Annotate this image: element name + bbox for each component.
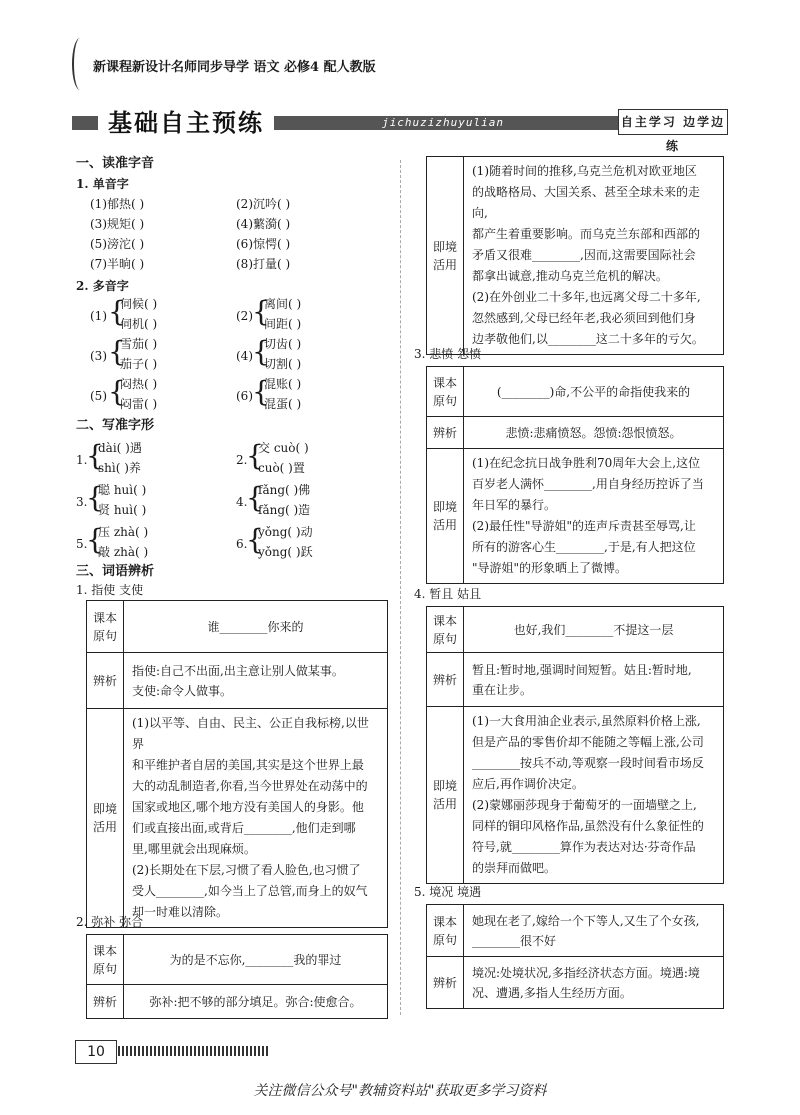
brace: { xyxy=(108,335,126,368)
multi-num: (1) xyxy=(90,309,107,323)
column-divider xyxy=(400,160,401,1015)
label-source: 课本原句 xyxy=(427,607,464,653)
section-banner xyxy=(72,108,728,153)
multi-item: 伺候( ) xyxy=(120,297,158,311)
single-item: (6)惊愕( ) xyxy=(236,237,291,251)
usage-line: (2)最任性"导游姐"的连声斥责甚至辱骂,让 xyxy=(472,519,696,533)
usage-line: 应后,再作调价决定。 xyxy=(472,777,584,791)
usage-line: 都产生着重要影响。而乌克兰东部和西部的 xyxy=(472,227,701,241)
label-usage: 即境活用 xyxy=(427,157,464,355)
brace: { xyxy=(86,481,104,514)
analysis-line: 支使:命令人做事。 xyxy=(132,683,233,698)
word-pair-title: 4. 暂且 姑且 xyxy=(414,587,482,601)
label-analysis: 辨析 xyxy=(427,653,464,707)
analysis-cell: 悲愤:悲痛愤怒。怨愤:怨恨愤怒。 xyxy=(464,417,724,449)
word-table-3 xyxy=(426,366,724,584)
word-pair-title: 1. 指使 支使 xyxy=(76,583,144,597)
single-item: (5)滂沱( ) xyxy=(90,237,145,251)
usage-line: 符号,就________算作为表达对达·芬奇作品 xyxy=(472,840,696,854)
usage-cell xyxy=(464,157,724,355)
usage-line: 大的动乱制造者,你看,当今世界处在动荡中的 xyxy=(132,779,368,793)
analysis-line: 指使:自己不出面,出主意让别人做某事。 xyxy=(132,663,344,678)
brace: { xyxy=(86,523,104,556)
label-usage: 即境活用 xyxy=(427,449,464,584)
glyph-item: fǎng( )造 xyxy=(258,503,311,517)
usage-line: 同样的铜印风格作品,虽然没有什么象征性的 xyxy=(472,819,704,833)
word-pair-title: 2. 弥补 弥合 xyxy=(76,915,144,929)
analysis-line: 况、遭遇,多指人生经历方面。 xyxy=(472,985,632,1000)
label-source: 课本原句 xyxy=(427,905,464,957)
glyph-num: 5. xyxy=(76,537,88,551)
glyph-item: yǒng( )跃 xyxy=(258,545,313,559)
glyph-item: 聪 huì( ) xyxy=(98,483,147,497)
glyph-item: 贤 huì( ) xyxy=(98,503,147,517)
usage-line: 里,哪里就会出现麻烦。 xyxy=(132,842,256,856)
analysis-cell xyxy=(464,957,724,1009)
analysis-line: 重在让步。 xyxy=(472,682,533,697)
single-item: (8)打量( ) xyxy=(236,257,291,271)
multi-item: 茄子( ) xyxy=(120,357,158,371)
brace: { xyxy=(246,439,264,472)
label-usage: 即境活用 xyxy=(87,709,124,928)
multi-item: 伺机( ) xyxy=(120,317,158,331)
multi-item: 离间( ) xyxy=(264,297,302,311)
word-table-2 xyxy=(86,934,388,1019)
glyph-num: 4. xyxy=(236,495,248,509)
usage-cell xyxy=(464,707,724,884)
label-analysis: 辨析 xyxy=(87,653,124,709)
usage-line: 都拿出诚意,推动乌克兰危机的解决。 xyxy=(472,269,668,283)
word-table-1 xyxy=(86,600,388,928)
single-item: (4)蘩漪( ) xyxy=(236,217,291,231)
single-item: (1)郁热( ) xyxy=(90,197,145,211)
usage-line: (2)蒙娜丽莎现身于葡萄牙的一面墙壁之上, xyxy=(472,798,697,812)
glyph-num: 3. xyxy=(76,495,88,509)
usage-line: 国家或地区,哪个地方没有美国人的身影。他 xyxy=(132,800,364,814)
brace: { xyxy=(246,481,264,514)
glyph-num: 2. xyxy=(236,453,248,467)
source-sentence: (________)命,不公平的命指使我来的 xyxy=(464,367,724,417)
usage-cell xyxy=(464,449,724,584)
source-sentence: 也好,我们________不提这一层 xyxy=(464,607,724,653)
usage-line: 却一时难以清除。 xyxy=(132,905,229,919)
section2-title: 二、写准字形 xyxy=(76,418,155,433)
single-item: (2)沉吟( ) xyxy=(236,197,291,211)
label-source: 课本原句 xyxy=(87,601,124,653)
source-sentence: 为的是不忘你,________我的罪过 xyxy=(124,935,388,985)
analysis-line: 境况:处境状况,多指经济状态方面。境遇:境 xyxy=(472,965,700,980)
usage-line: 但是产品的零售价却不能随之等幅上涨,公司 xyxy=(472,735,704,749)
label-source: 课本原句 xyxy=(87,935,124,985)
multi-title: 2. 多音字 xyxy=(76,279,129,293)
multi-item: 雪茄( ) xyxy=(120,337,158,351)
usage-line: 的崇拜而做吧。 xyxy=(472,861,557,875)
multi-item: 闷热( ) xyxy=(120,377,158,391)
multi-num: (2) xyxy=(236,309,253,323)
label-analysis: 辨析 xyxy=(427,957,464,1009)
usage-line: 矛盾又很难________,因而,这需要国际社会 xyxy=(472,248,696,262)
multi-item: 切割( ) xyxy=(264,357,302,371)
label-analysis: 辨析 xyxy=(87,985,124,1019)
usage-line: 所有的游客心生________,于是,有人把这位 xyxy=(472,540,696,554)
multi-item: 切齿( ) xyxy=(264,337,302,351)
multi-num: (5) xyxy=(90,389,107,403)
glyph-item: fǎng( )佛 xyxy=(258,483,311,497)
source-sentence: 谁________你来的 xyxy=(124,601,388,653)
usage-line: 边孝敬他们,以________这二十多年的亏欠。 xyxy=(472,332,704,346)
banner-tagline: 自主学习 边学边练 xyxy=(618,109,728,135)
source-cell xyxy=(464,905,724,957)
single-item: (3)规矩( ) xyxy=(90,217,145,231)
multi-num: (3) xyxy=(90,349,107,363)
word-table-2-usage xyxy=(426,156,724,355)
usage-line: 们或直接出面,或背后________,他们走到哪 xyxy=(132,821,356,835)
brace: { xyxy=(108,295,126,328)
single-item: (7)半晌( ) xyxy=(90,257,145,271)
brace: { xyxy=(252,335,270,368)
multi-item: 间距( ) xyxy=(264,317,302,331)
label-usage: 即境活用 xyxy=(427,707,464,884)
usage-line: (1)在纪念抗日战争胜利70周年大会上,这位 xyxy=(472,456,701,470)
glyph-item: dài( )遇 xyxy=(98,441,142,455)
glyph-item: yǒng( )动 xyxy=(258,525,313,539)
single-title: 1. 单音字 xyxy=(76,177,129,191)
header-title: 新课程新设计名师同步导学 语文 必修4 配人教版 xyxy=(93,60,376,75)
word-table-5 xyxy=(426,904,724,1009)
multi-num: (4) xyxy=(236,349,253,363)
usage-cell xyxy=(124,709,388,928)
source-line: 她现在老了,嫁给一个下等人,又生了个女孩, xyxy=(472,913,700,928)
usage-line: (2)在外创业二十多年,也远离父母二十多年, xyxy=(472,290,701,304)
usage-line: 受人________,如今当上了总管,而身上的奴气 xyxy=(132,884,368,898)
footer-note: 关注微信公众号"教辅资料站"获取更多学习资料 xyxy=(253,1083,547,1099)
page-number: 10 xyxy=(75,1040,117,1064)
section3-title: 三、词语辨析 xyxy=(76,564,155,579)
multi-item: 混蛋( ) xyxy=(264,397,302,411)
usage-line: (1)以平等、自由、民主、公正自我标榜,以世界 xyxy=(132,716,369,751)
usage-line: "导游姐"的形象晒上了微博。 xyxy=(472,561,628,575)
banner-pinyin: jichuzizhuyulian xyxy=(382,116,504,129)
glyph-num: 6. xyxy=(236,537,248,551)
glyph-item: 敲 zhà( ) xyxy=(98,545,149,559)
brace: { xyxy=(252,295,270,328)
brace: { xyxy=(246,523,264,556)
multi-num: (6) xyxy=(236,389,253,403)
footer-decoration xyxy=(118,1046,268,1056)
usage-line: 年日军的暴行。 xyxy=(472,498,557,512)
label-source: 课本原句 xyxy=(427,367,464,417)
analysis-cell xyxy=(464,653,724,707)
usage-line: 的战略格局、大国关系、甚至全球未来的走向, xyxy=(472,185,701,220)
multi-item: 闷雷( ) xyxy=(120,397,158,411)
usage-line: 百岁老人满怀________,用自身经历控诉了当 xyxy=(472,477,704,491)
source-line: ________很不好 xyxy=(472,933,557,948)
brace: { xyxy=(252,375,270,408)
usage-line: (1)随着时间的推移,乌克兰危机对欧亚地区 xyxy=(472,164,697,178)
word-pair-title: 5. 境况 境遇 xyxy=(414,885,482,899)
word-table-4 xyxy=(426,606,724,884)
glyph-item: 交 cuò( ) xyxy=(258,441,309,455)
usage-line: (2)长期处在下层,习惯了看人脸色,也习惯了 xyxy=(132,863,361,877)
glyph-num: 1. xyxy=(76,453,88,467)
usage-line: 忽然感到,父母已经年老,我必须回到他们身 xyxy=(472,311,696,325)
glyph-item: 压 zhà( ) xyxy=(98,525,149,539)
brace: { xyxy=(86,439,104,472)
analysis-cell xyxy=(124,653,388,709)
section1-title: 一、读准字音 xyxy=(76,156,155,171)
usage-line: 和平维护者自居的美国,其实是这个世界上最 xyxy=(132,758,364,772)
multi-item: 混账( ) xyxy=(264,377,302,391)
analysis-cell: 弥补:把不够的部分填足。弥合:使愈合。 xyxy=(124,985,388,1019)
usage-line: ________按兵不动,等观察一段时间看市场反 xyxy=(472,756,704,770)
usage-line: (1)一大食用油企业表示,虽然原料价格上涨, xyxy=(472,714,701,728)
glyph-item: cuò( )置 xyxy=(258,461,305,475)
banner-title: 基础自主预练 xyxy=(98,108,274,138)
label-analysis: 辨析 xyxy=(427,417,464,449)
brace: { xyxy=(108,375,126,408)
word-pair-title: 3. 悲愤 怨愤 xyxy=(414,347,482,361)
analysis-line: 暂且:暂时地,强调时间短暂。姑且:暂时地, xyxy=(472,662,692,677)
glyph-item: shì( )养 xyxy=(98,461,141,475)
header-bracket xyxy=(72,38,88,90)
